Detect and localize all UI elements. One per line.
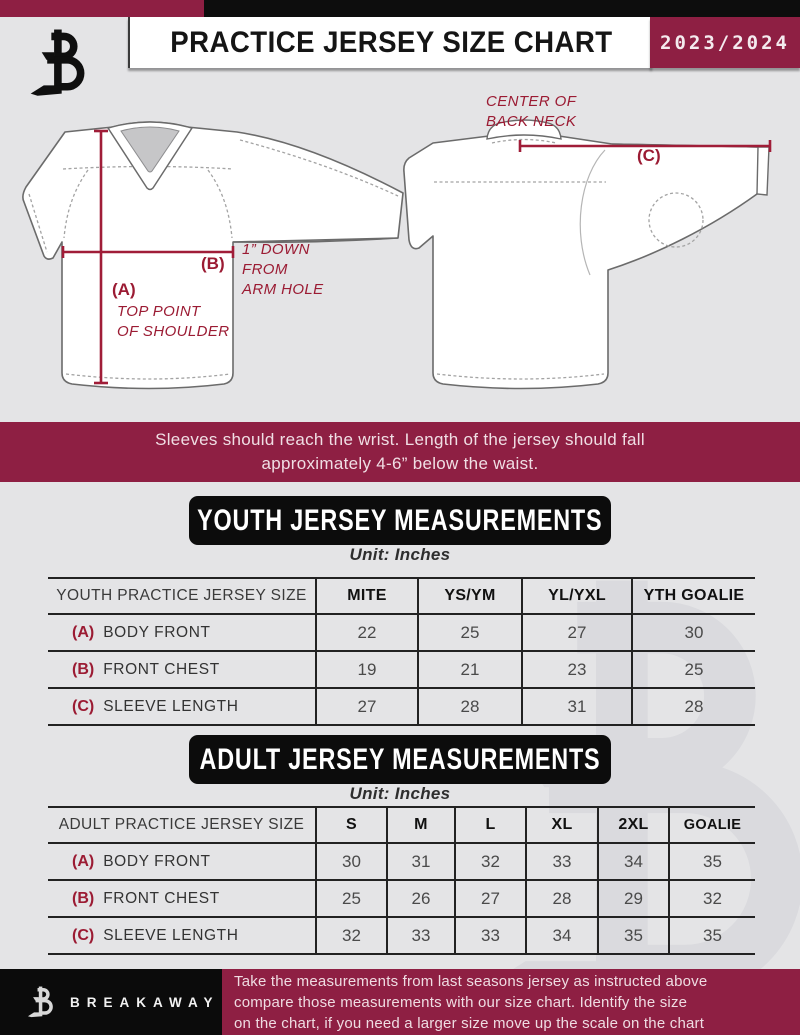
table-row <box>48 842 755 879</box>
front-label-a: (A) <box>112 280 136 299</box>
column-header: XL <box>525 808 597 842</box>
row-label: SLEEVE LENGTH <box>103 926 239 944</box>
cell: 31 <box>386 844 454 879</box>
cell: 32 <box>454 844 525 879</box>
cell: 25 <box>315 881 386 916</box>
page-title: PRACTICE JERSEY SIZE CHART <box>169 25 613 59</box>
cell: 27 <box>521 615 631 650</box>
cell: 35 <box>668 918 755 953</box>
back-note-c: CENTER OF BACK NECK <box>486 93 577 130</box>
top-stripe-maroon <box>0 0 204 17</box>
row-key: (B) <box>72 660 95 678</box>
cell: 33 <box>386 918 454 953</box>
back-jersey-diagram <box>404 120 770 389</box>
youth-table-header-row <box>48 577 755 613</box>
cell: 31 <box>521 689 631 724</box>
front-note-b: 1” DOWN FROM ARM HOLE <box>242 241 324 298</box>
row-label: FRONT CHEST <box>103 889 220 907</box>
column-header: YTH GOALIE <box>631 579 755 613</box>
footer-note-line-2: compare those measurements with our size chart. Identify the size <box>234 993 688 1011</box>
table-row <box>48 916 755 953</box>
jersey-diagrams <box>0 70 800 422</box>
column-header: MITE <box>315 579 417 613</box>
cell: 27 <box>454 881 525 916</box>
adult-section-title: ADULT JERSEY MEASUREMENTS <box>199 742 601 776</box>
cell: 33 <box>454 918 525 953</box>
front-label-b: (B) <box>201 254 225 273</box>
row-label: FRONT CHEST <box>103 660 220 678</box>
breakaway-footer-logo <box>26 984 58 1021</box>
brand-name: BREAKAWAY <box>70 994 220 1010</box>
column-header: S <box>315 808 386 842</box>
cell: 21 <box>417 652 521 687</box>
column-header: YS/YM <box>417 579 521 613</box>
youth-unit-label: Unit: Inches <box>349 545 451 564</box>
cell: 34 <box>525 918 597 953</box>
row-label: SLEEVE LENGTH <box>103 697 239 715</box>
banner-line-1: Sleeves should reach the wrist. Length of the jersey should fall <box>155 430 645 449</box>
footer-brand-block <box>0 969 222 1035</box>
row-key: (A) <box>72 623 95 641</box>
cell: 30 <box>631 615 755 650</box>
cell: 28 <box>631 689 755 724</box>
page-title-bar <box>128 17 652 68</box>
cell: 32 <box>668 881 755 916</box>
cell: 35 <box>597 918 668 953</box>
cell: 27 <box>315 689 417 724</box>
column-header: L <box>454 808 525 842</box>
cell: 28 <box>417 689 521 724</box>
column-header: YOUTH PRACTICE JERSEY SIZE <box>56 587 307 604</box>
cell: 25 <box>631 652 755 687</box>
row-label: BODY FRONT <box>103 623 211 641</box>
youth-section-header <box>189 496 611 545</box>
row-key: (A) <box>72 852 95 870</box>
cell: 35 <box>668 844 755 879</box>
fit-instruction-banner <box>0 422 800 482</box>
cell: 23 <box>521 652 631 687</box>
row-key: (C) <box>72 697 95 715</box>
adult-size-table <box>48 806 755 955</box>
youth-size-table <box>48 577 755 726</box>
table-row <box>48 879 755 916</box>
table-row <box>48 650 755 687</box>
cell: 26 <box>386 881 454 916</box>
cell: 29 <box>597 881 668 916</box>
table-row <box>48 613 755 650</box>
footer-instructions <box>222 969 800 1035</box>
adult-section-header <box>189 735 611 784</box>
cell: 30 <box>315 844 386 879</box>
season-badge <box>650 17 800 68</box>
cell: 33 <box>525 844 597 879</box>
column-header: YL/YXL <box>521 579 631 613</box>
column-header: 2XL <box>597 808 668 842</box>
footer-note-line-3: on the chart, if you need a larger size move up the scale on the chart <box>234 1014 705 1032</box>
cell: 22 <box>315 615 417 650</box>
cell: 32 <box>315 918 386 953</box>
cell: 28 <box>525 881 597 916</box>
table-row <box>48 687 755 724</box>
row-label: BODY FRONT <box>103 852 211 870</box>
footer-note-line-1: Take the measurements from last seasons jersey as instructed above <box>234 972 708 990</box>
season-label: 2023/2024 <box>660 31 790 54</box>
cell: 25 <box>417 615 521 650</box>
cell: 19 <box>315 652 417 687</box>
row-key: (C) <box>72 926 95 944</box>
column-header: ADULT PRACTICE JERSEY SIZE <box>58 816 305 833</box>
adult-unit-label: Unit: Inches <box>349 784 451 803</box>
adult-table-header-row <box>48 806 755 842</box>
banner-line-2: approximately 4-6” below the waist. <box>261 454 539 473</box>
cell: 34 <box>597 844 668 879</box>
row-key: (B) <box>72 889 95 907</box>
column-header: GOALIE <box>668 808 755 842</box>
front-note-a: TOP POINT OF SHOULDER <box>117 303 230 340</box>
back-label-c: (C) <box>637 146 661 165</box>
youth-section-title: YOUTH JERSEY MEASUREMENTS <box>197 503 603 537</box>
top-stripe-black <box>204 0 800 17</box>
column-header: M <box>386 808 454 842</box>
